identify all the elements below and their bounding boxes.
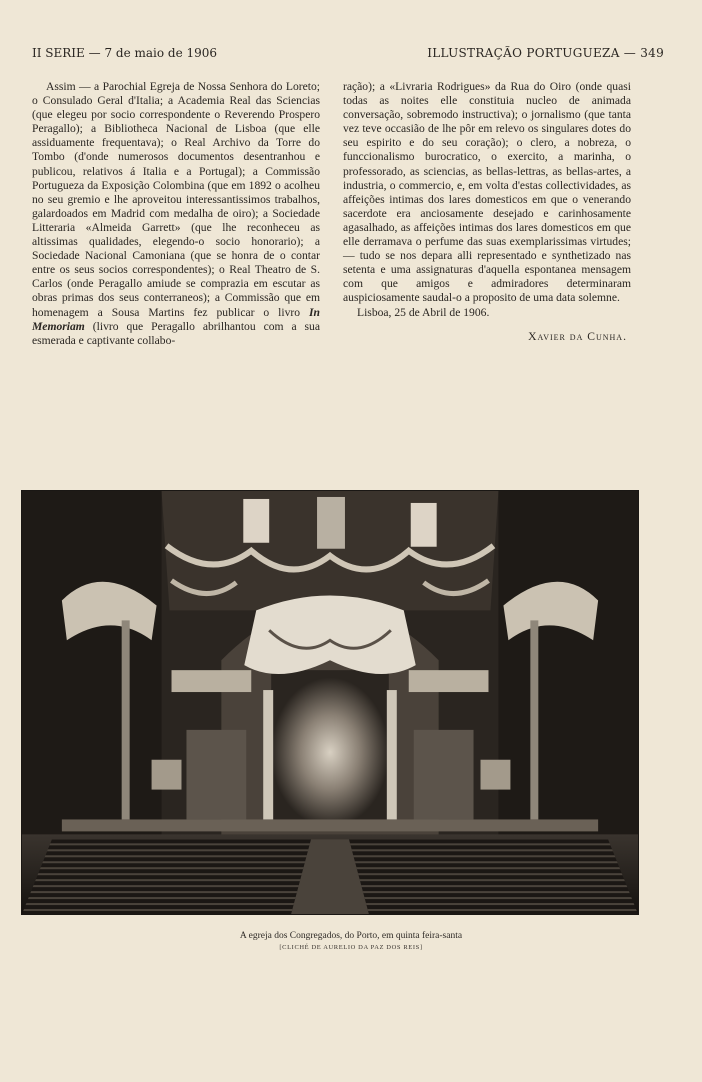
article-column-left	[32, 80, 320, 348]
article-text: Assim — a Parochial Egreja de Nossa Senhora do Loreto; o Consulado Geral d'Italia; a Academia Real das Sciencias (que elegeu por socio correspondente o Reverendo Prospero Peragallo); a Bibliotheca Nacional de Lisboa (que elle assiduamente frequentava); o Real Archivo da Torre do Tombo (d'onde numerosos documentos desentranhou e publicou, relativos á Italia e a Portugal); a Commissão Portugueza da Exposição Colombina (que em 1892 o acolheu no seu gremio e lhe aproveitou interessantissimos trabalhos, galardoados em Madrid com medalha de oiro); a Sociedade Litteraria «Almeida Garrett» (que lhe reconheceu as altissimas qualidades, elegendo-o socio honorario); a Sociedade Nacional Camoniana (que se honra de o contar entre os seus socios correspondentes); o Real Theatro de S. Carlos (onde Peragallo amiude se comprazia em escutar as obras primas dos seus conterraneos); a Commissão que em homenagem a Sousa Martins fez publicar o livro	[32, 80, 320, 319]
issue-date: II SERIE — 7 de maio de 1906	[32, 46, 218, 60]
book-title: In Memoriam	[32, 305, 320, 333]
article-paragraph-cont: ração); a «Livraria Rodrigues» da Rua do Oiro (onde quasi todas as noites elle constituia nucleo de animada conversação, sobremodo instructiva); o jornalismo (que tanta vez teve occasião de lhe pôr em relevo os singulares dotes do seu espirito e do seu coração); o clero, a nobreza, o funccionalismo burocratico, o exercito, a marinha, o professorado, as sciencias, as bellas-lettras, as bellas-artes, a industria, o commercio, e, em volta d'estas collectividades, as affeições intimas dos lares domesticos em que o venerando sacerdote era anciosamente desejado e carinhosamente agasalhado, as affeições intimas dos lares domesticos em que elle derramava o perfume das suas exemplarissimas virtudes; — tudo se nos depara alli representado e synthetizado nas setenta e uma assignaturas d'aquella espontanea mensagem com que amigos e admiradores determinaram auspiciosamente saudal-o a proposito de uma data solemne.	[343, 80, 631, 305]
article-column-right	[343, 80, 631, 344]
photo-caption: A egreja dos Congregados, do Porto, em quinta feira-santa	[239, 931, 463, 941]
dateline: Lisboa, 25 de Abril de 1906.	[357, 305, 490, 319]
article-paragraph	[32, 80, 320, 348]
author-signature: Xavier da Cunha.	[528, 329, 627, 343]
church-interior-photo	[21, 490, 639, 915]
article-text-cont: (livro que Peragallo abrilhantou com a sua esmerada e captivante collabo-	[32, 319, 320, 347]
running-header	[32, 46, 664, 64]
magazine-title-page-number: ILLUSTRAÇÃO PORTUGUEZA — 349	[427, 46, 664, 60]
photo-illustration	[22, 491, 638, 914]
photo-credit: [CLICHÉ DE AURELIO DA PAZ DOS REIS]	[279, 944, 423, 951]
